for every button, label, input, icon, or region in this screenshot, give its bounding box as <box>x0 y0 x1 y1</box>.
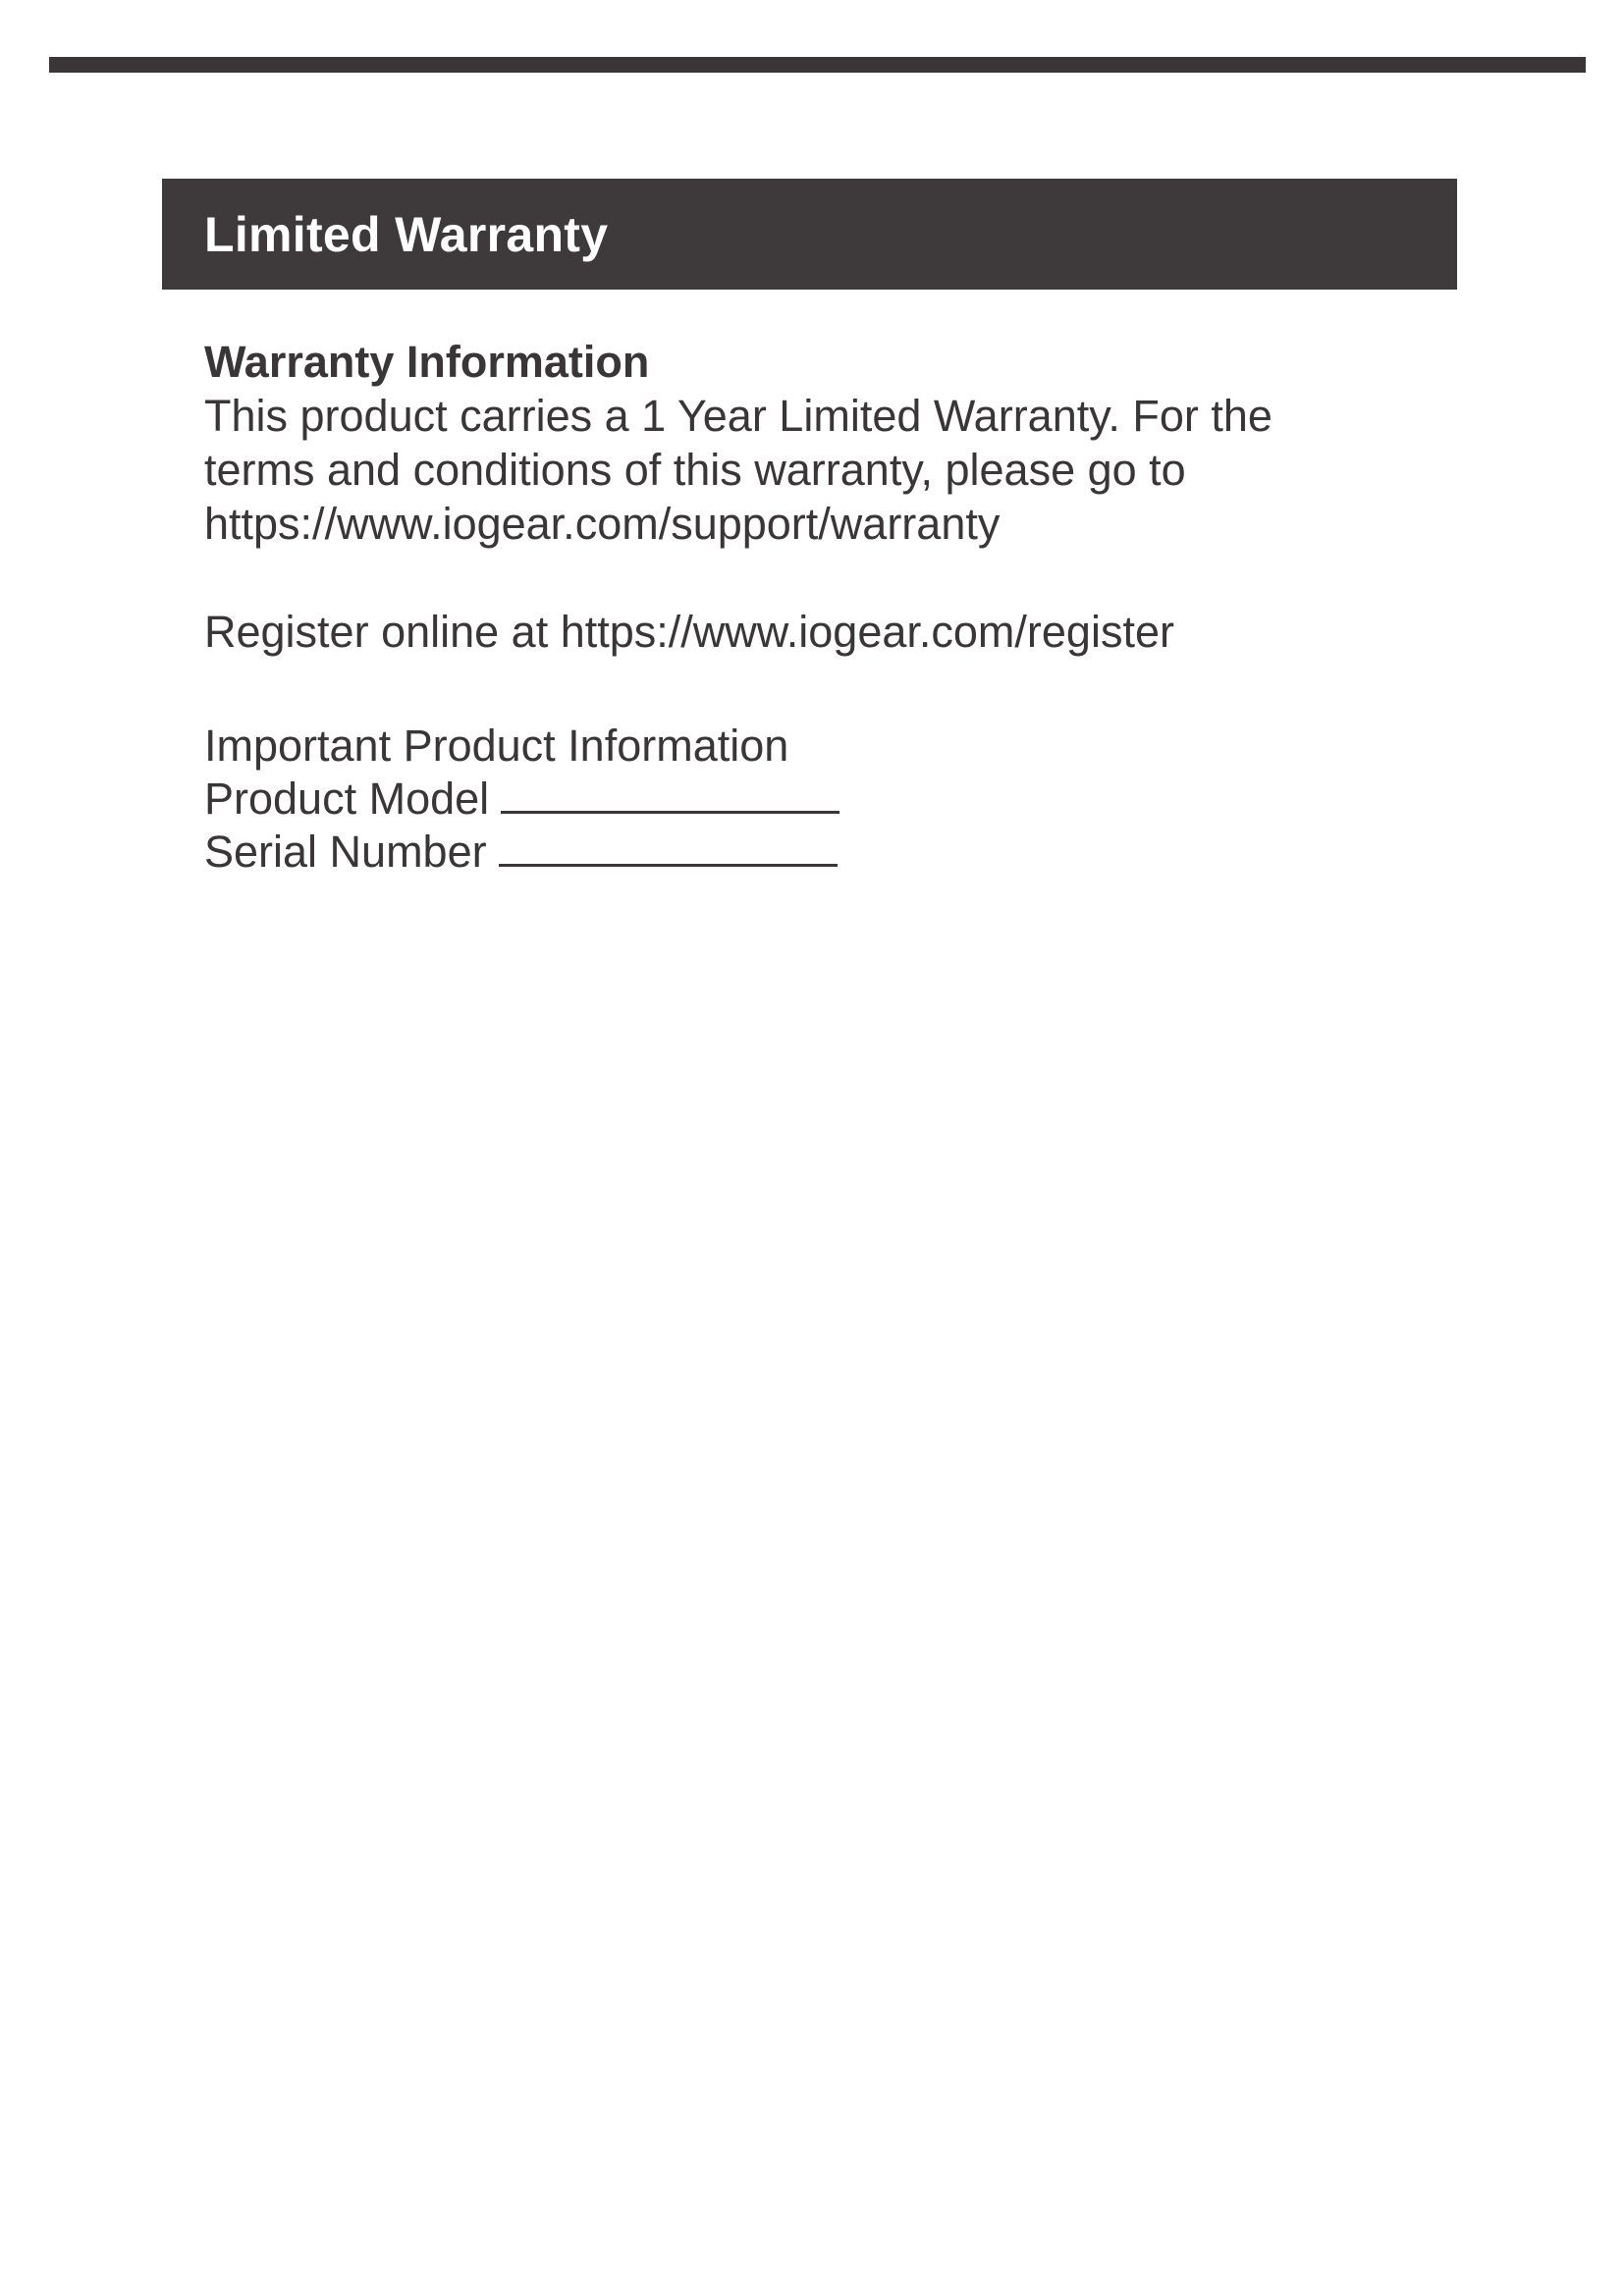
warranty-heading: Warranty Information <box>204 337 650 387</box>
product-model-row <box>204 773 1432 826</box>
warranty-url[interactable]: https://www.iogear.com/support/warranty <box>204 499 1001 549</box>
title-banner <box>162 179 1457 290</box>
serial-number-label: Serial Number <box>204 827 487 877</box>
serial-number-row <box>204 826 1432 879</box>
product-info-heading: Important Product Information <box>204 721 789 771</box>
top-divider <box>49 57 1586 73</box>
warranty-line-2: terms and conditions of this warranty, please go to <box>204 445 1186 495</box>
warranty-paragraph <box>204 389 1432 551</box>
product-model-blank <box>501 775 839 814</box>
serial-number-blank <box>499 828 838 867</box>
product-info-block <box>204 720 1432 879</box>
warranty-line-1: This product carries a 1 Year Limited Warranty. For the <box>204 391 1272 441</box>
page-title: Limited Warranty <box>204 206 609 262</box>
warranty-content <box>204 336 1432 879</box>
register-text[interactable]: Register online at https://www.iogear.com/register <box>204 607 1174 657</box>
product-model-label: Product Model <box>204 774 490 824</box>
